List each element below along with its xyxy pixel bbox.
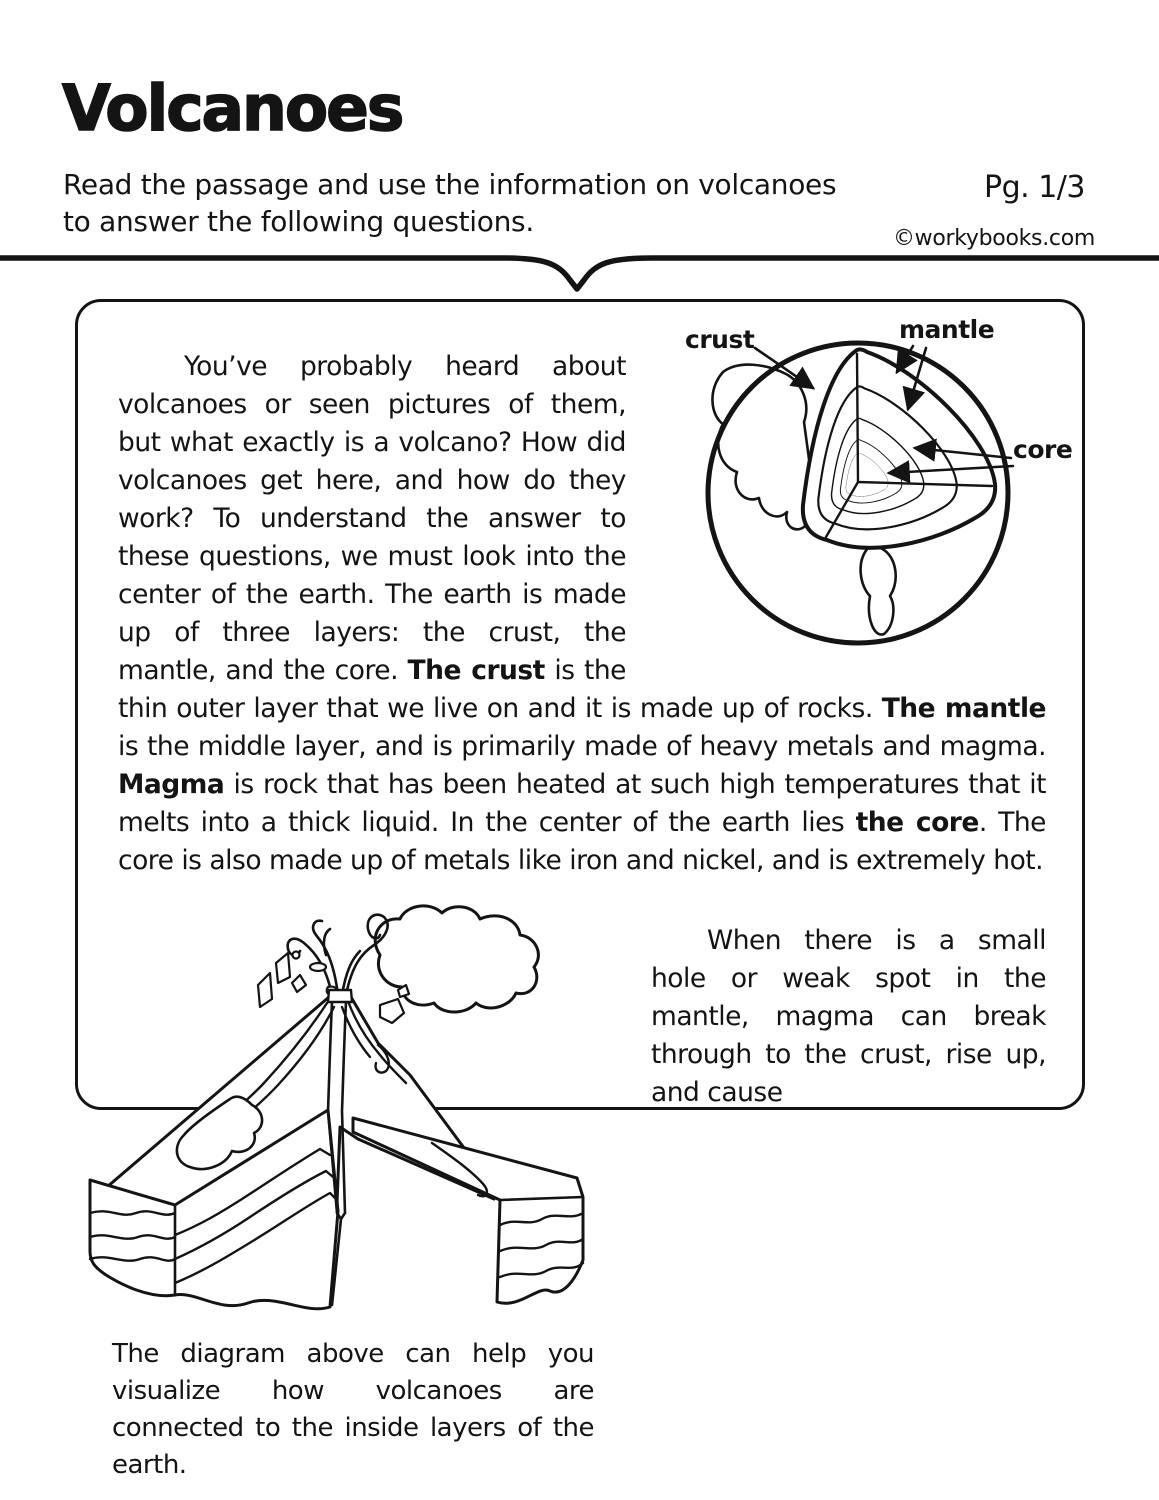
- page-title: Volcanoes: [62, 72, 403, 145]
- rock-slab-right: [353, 1118, 583, 1303]
- instructions-text: Read the passage and use the information on volcanoes to answer the following questions.: [63, 168, 837, 238]
- page-number: Pg. 1/3: [984, 170, 1085, 205]
- crust-label: crust: [685, 325, 755, 354]
- copyright-credit: ©workybooks.com: [892, 226, 1095, 251]
- volcano-cross-section-diagram: [80, 895, 650, 1335]
- passage-paragraph-2: When there is a small hole or weak spot in the mantle, magma can break through to the crust, rise up, and cause: [651, 925, 1046, 1108]
- crater-vent: [328, 990, 352, 1002]
- earth-layers-diagram: [655, 308, 1095, 668]
- passage-paragraph-1: You’ve probably heard about volcanoes or seen pictures of them, but what exactly is a volcano? How did volcanoes get here, and how do they work? To understand the answer to these questions, we must look into the center of the earth. The earth is made up of three layers: the crust, the mantle, and the core. The crust is the thin outer layer that we live on and it is made up of rocks. The mantle is the middle layer, and is primarily made of heavy metals and magma. Magma is rock that has been heated at such high temperatures that it melts into a thick liquid. In the center of the earth lies the core. The core is also made up of metals like iron and nickel, and is extremely hot.: [118, 351, 1047, 876]
- volcano-caption: The diagram above can help you visualize how volcanoes are connected to the inside layers of the earth.: [112, 1339, 594, 1480]
- mantle-label: mantle: [899, 315, 995, 344]
- core-label: core: [1013, 435, 1073, 464]
